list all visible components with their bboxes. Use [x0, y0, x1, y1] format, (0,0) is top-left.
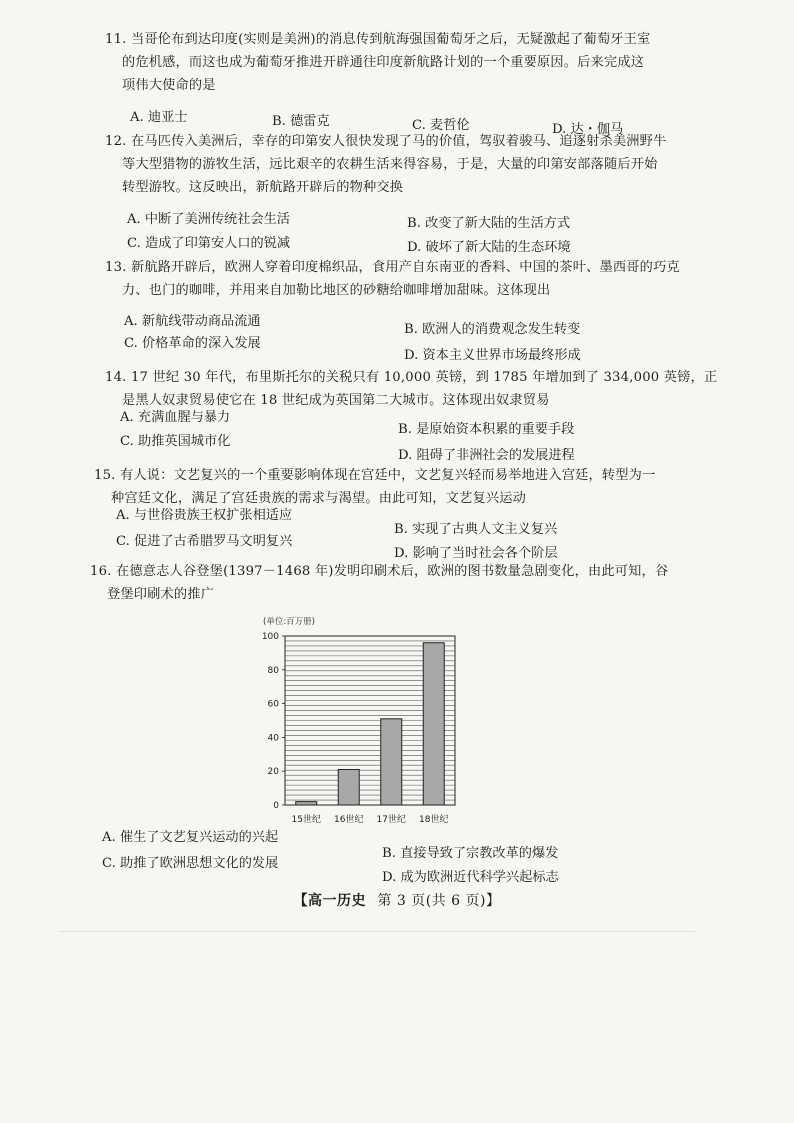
question-16-line-2: 登堡印刷术的推广 [107, 587, 215, 602]
question-14-line-1: 14. 17 世纪 30 年代，布里斯托尔的关税只有 10,000 英镑，到 1785 年增加到了 334,000 英镑，正 [105, 370, 718, 385]
option-b: B. 是原始资本积累的重要手段 [398, 422, 575, 437]
option-b: B. 德雷克 [272, 114, 330, 129]
option-d: D. 破坏了新大陆的生态环境 [407, 240, 571, 255]
option-a: A. 与世俗贵族王权扩张相适应 [116, 508, 293, 523]
option-c: C. 价格革命的深入发展 [124, 336, 261, 351]
question-13 [105, 256, 695, 302]
option-c: C. 麦哲伦 [412, 118, 470, 133]
option-d: D. 资本主义世界市场最终形成 [404, 348, 581, 363]
option-a: A. 充满血腥与暴力 [120, 410, 231, 425]
option-b: B. 直接导致了宗教改革的爆发 [382, 846, 559, 861]
question-15-line-2: 种宫廷文化，满足了宫廷贵族的需求与渴望。由此可知，文艺复兴运动 [111, 491, 527, 506]
option-b: B. 欧洲人的消费观念发生转变 [404, 322, 581, 337]
question-11-line-1: 11. 当哥伦布到达印度(实则是美洲)的消息传到航海强国葡萄牙之后，无疑激起了葡萄牙王室 [105, 32, 651, 47]
question-14-line-2: 是黑人奴隶贸易使它在 18 世纪成为英国第二大城市。这体现出奴隶贸易 [122, 393, 550, 408]
option-c: C. 助推了欧洲思想文化的发展 [102, 856, 279, 871]
y-tick-label: 20 [267, 767, 279, 778]
question-11-line-2: 的危机感，而这也成为葡萄牙推进开辟通往印度新航路计划的一个重要原因。后来完成这 [122, 55, 645, 70]
option-a: A. 中断了美洲传统社会生活 [127, 212, 290, 227]
chart-unit-label: (单位:百万册) [263, 617, 315, 627]
question-13-line-2: 力、也门的咖啡，并用来自加勒比地区的砂糖给咖啡增加甜味。这体现出 [122, 283, 551, 298]
question-12-line-1: 12. 在马匹传入美洲后，幸存的印第安人很快发现了马的价值，驾驭着骏马、追逐射杀美洲野牛 [105, 134, 667, 149]
footer-subject: 【高一历史 [293, 893, 367, 909]
y-tick-label: 40 [267, 733, 279, 744]
option-a: A. 迪亚士 [130, 110, 188, 125]
chart-bar [338, 770, 359, 805]
question-13-line-1: 13. 新航路开辟后，欧洲人穿着印度棉织品，食用产自东南亚的香料、中国的茶叶、墨西哥的巧克 [105, 260, 680, 275]
option-d: D. 阻碍了非洲社会的发展进程 [398, 448, 575, 463]
option-c: C. 造成了印第安人口的锐减 [127, 236, 291, 251]
chart-bar [296, 802, 317, 805]
question-12-line-3: 转型游牧。这反映出，新航路开辟后的物种交换 [122, 180, 404, 195]
x-tick-label: 15世纪 [291, 815, 321, 825]
question-12-line-2: 等大型猎物的游牧生活，远比艰辛的农耕生活来得容易，于是，大量的印第安部落随后开始 [122, 157, 658, 172]
book-count-bar-chart [255, 612, 465, 832]
chart-bar [423, 643, 444, 805]
option-b: B. 实现了古典人文主义复兴 [394, 522, 558, 537]
question-12 [105, 130, 695, 199]
question-16 [90, 560, 680, 606]
option-c: C. 促进了古希腊罗马文明复兴 [116, 534, 293, 549]
bottom-rule [60, 931, 695, 932]
question-16-line-1: 16. 在德意志人谷登堡(1397－1468 年)发明印刷术后，欧洲的图书数量急剧变化，由此可知，谷 [90, 564, 669, 579]
x-tick-label: 17世纪 [376, 815, 406, 825]
page-footer [0, 890, 794, 910]
option-d: D. 影响了当时社会各个阶层 [394, 546, 558, 561]
option-d: D. 成为欧洲近代科学兴起标志 [382, 870, 559, 885]
option-c: C. 助推英国城市化 [120, 434, 231, 449]
option-d: D. 达・伽马 [552, 122, 624, 137]
y-tick-label: 100 [261, 632, 279, 642]
y-tick-label: 0 [273, 801, 279, 811]
option-a: A. 催生了文艺复兴运动的兴起 [102, 830, 279, 845]
chart-bar [381, 719, 402, 805]
footer-page-number: 第 3 页(共 6 页)】 [377, 893, 501, 909]
y-tick-label: 80 [267, 665, 279, 676]
x-tick-label: 18世纪 [419, 815, 449, 825]
x-tick-label: 16世纪 [334, 815, 364, 825]
question-11 [105, 28, 695, 97]
y-tick-label: 60 [267, 699, 279, 710]
question-11-line-3: 项伟大使命的是 [122, 78, 216, 93]
option-a: A. 新航线带动商品流通 [124, 314, 261, 329]
question-15-line-1: 15. 有人说：文艺复兴的一个重要影响体现在宫廷中，文艺复兴轻而易举地进入宫廷，转型为一 [94, 468, 656, 483]
option-b: B. 改变了新大陆的生活方式 [407, 216, 571, 231]
